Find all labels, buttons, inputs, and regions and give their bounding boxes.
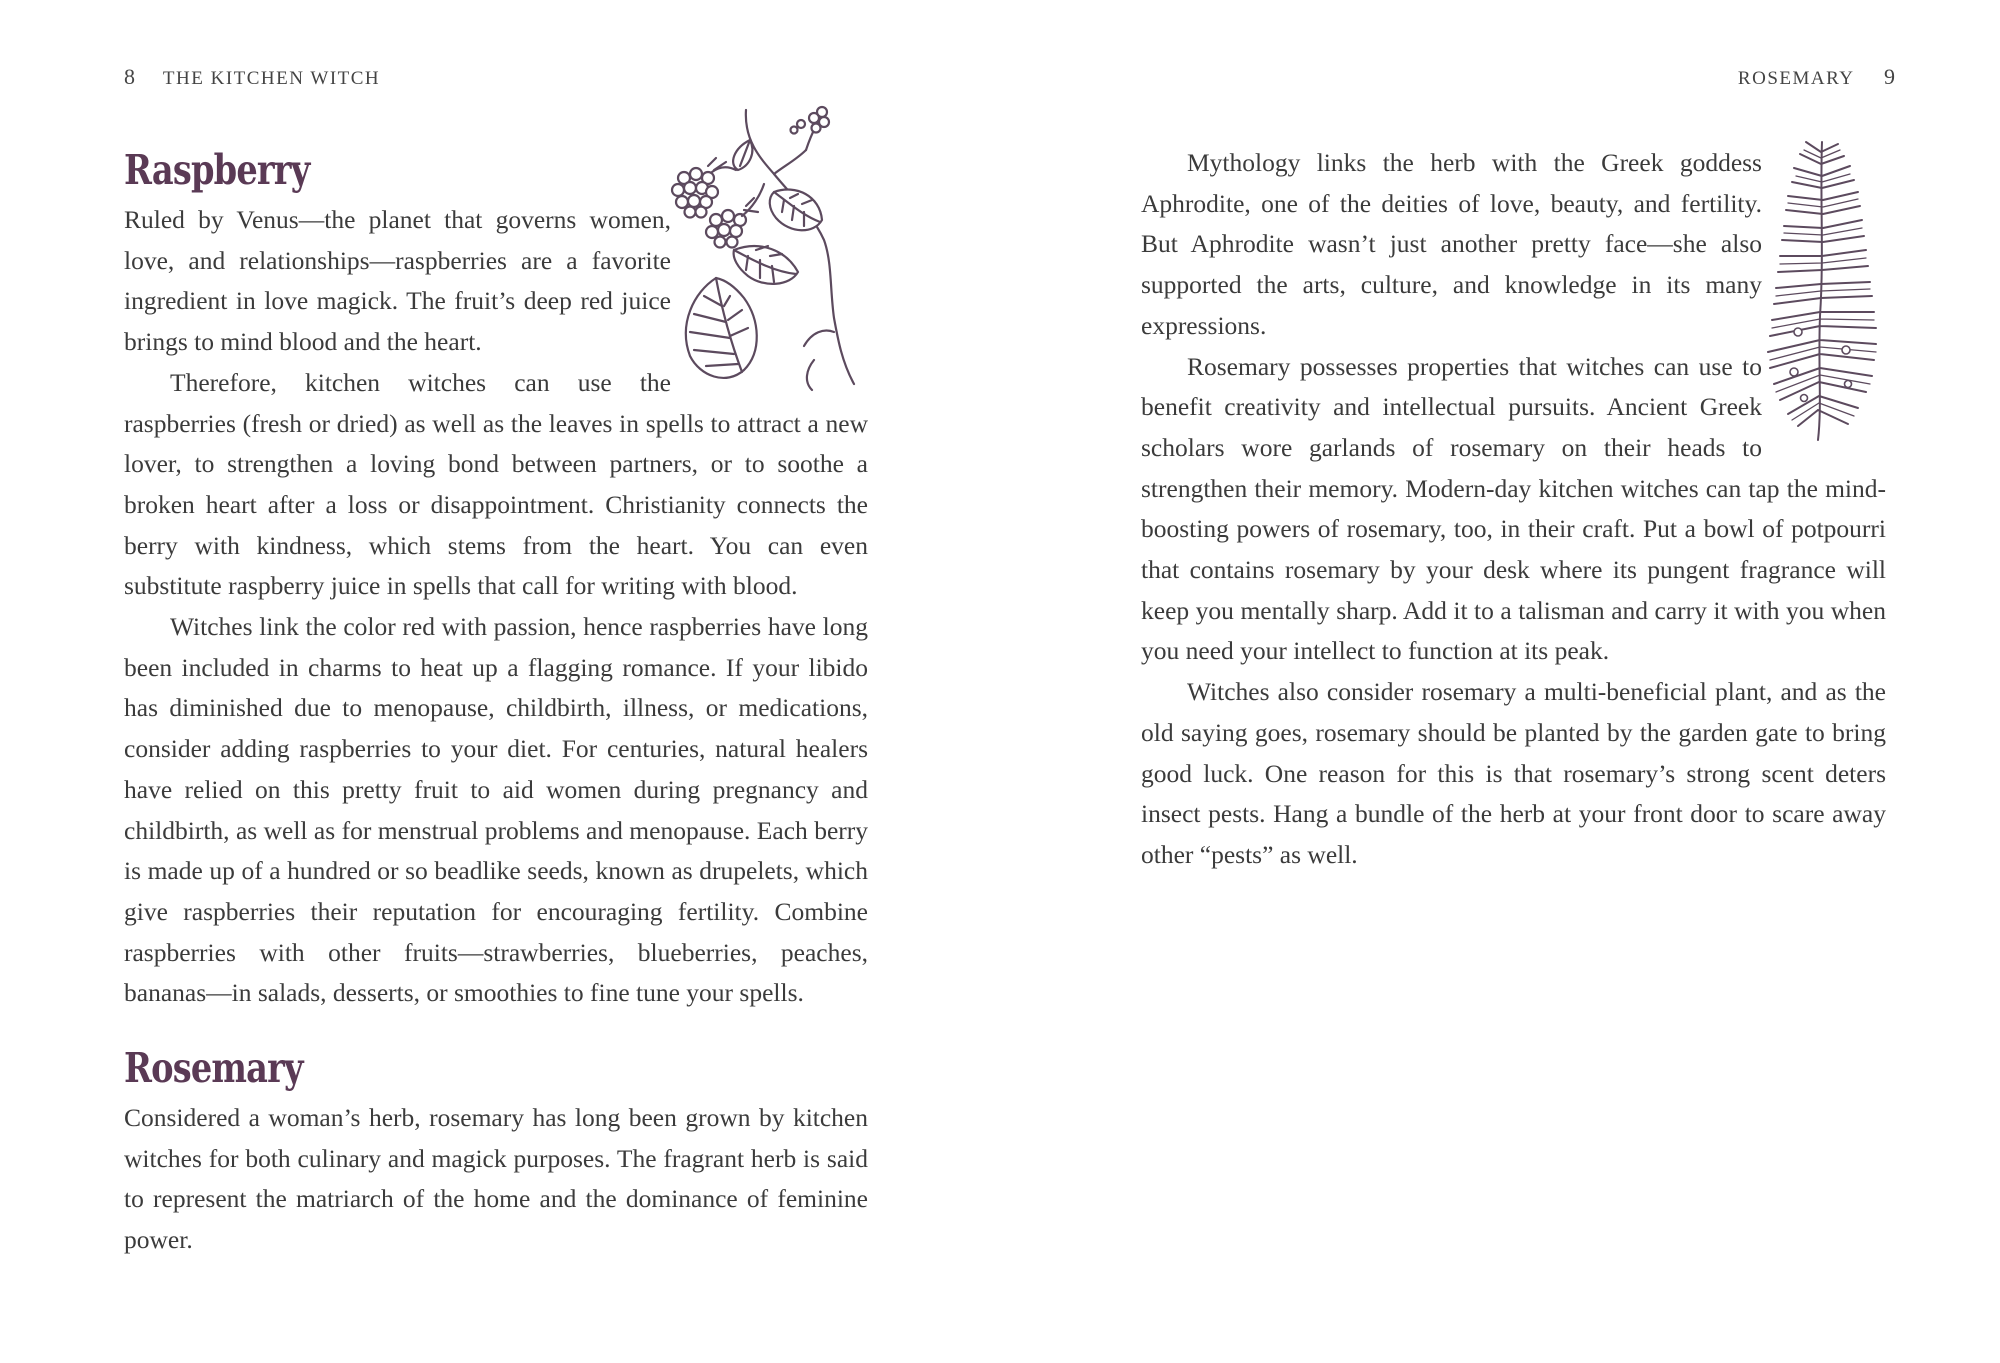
raspberry-sprig-illustration [664,100,874,400]
right-page [1000,0,2000,1363]
raspberry-paragraph-2: Therefore, kitchen witches can use the raspberries (fresh or dried) as well as the leaves in spells to attract a new lover, to strengthen a loving bond between partners, or to soothe a broken heart after a loss or disappointment. Christianity connects the berry with kindness, which stems from the heart. You can even substitute raspberry juice in spells that call for writing with blood. [124,367,868,601]
rosemary-paragraph-garden-gate: Witches also consider rosemary a multi-beneficial plant, and as the old saying goes, rosemary should be planted by the garden gate to bring good luck. One reason for this is that rosemary’s strong scent deters insect pests. Hang a bundle of the herb at your front door to scare away other “pests” as well. [1141,677,1886,869]
left-running-head [124,64,380,90]
rosemary-section [124,1044,868,1261]
running-head-title-right: ROSEMARY [1737,68,1854,89]
right-running-head [1738,64,1895,90]
rosemary-paragraph-creativity: Rosemary possesses properties that witches can use to benefit creativity and intellectual pursuits. Ancient Greek scholars wore garlands of rosemary on their heads to strengthen their memory. Modern-day kitchen witches can tap the mind-boosting powers of rosemary, too, in their craft. Put a bowl of potpourri that contains rosemary by your desk where its pungent fragrance will keep you mentally sharp. Add it to a talisman and carry it with you when you need your intellect to function at its peak. [1141,351,1886,666]
rosemary-paragraph-mythology: Mythology links the herb with the Greek goddess Aphrodite, one of the deities of love, beauty, and fertility. But Aphrodite wasn’t just another pretty face—she also supported the arts, culture, and knowledge in its many expressions. [1141,148,1762,340]
page-number-left: 8 [124,64,135,89]
raspberry-paragraph-3: Witches link the color red with passion, hence raspberries have long been included in charms to heat up a flagging romance. If your libido has diminished due to menopause, childbirth, illness, or medications, consider adding raspberries to your diet. For centuries, natural healers have relied on this pretty fruit to aid women during pregnancy and childbirth, as well as for menstrual problems and menopause. Each berry is made up of a hundred or so beadlike seeds, known as drupelets, which give raspberries their reputation for encouraging fertility. Combine raspberries with other fruits—strawberries, blueberries, peaches, bananas—in salads, desserts, or smoothies to fine tune your spells. [124,612,868,1008]
rosemary-intro-paragraph: Considered a woman’s herb, rosemary has long been grown by kitchen witches for both culinary and magick purposes. The fragrant herb is said to represent the matriarch of the home and the dominance of feminine power. [124,1103,868,1255]
page-number-right: 9 [1884,64,1895,89]
running-head-title-left: THE KITCHEN WITCH [162,68,381,89]
raspberry-paragraph-1: Ruled by Venus—the planet that governs women, love, and relationships—raspberries are a favorite ingredient in love magick. The fruit’s deep red juice brings to mind blood and the heart. [124,205,671,357]
rosemary-sprig-illustration [1758,136,1888,446]
raspberry-heading: Raspberry [124,146,310,194]
rosemary-heading: Rosemary [124,1044,303,1092]
